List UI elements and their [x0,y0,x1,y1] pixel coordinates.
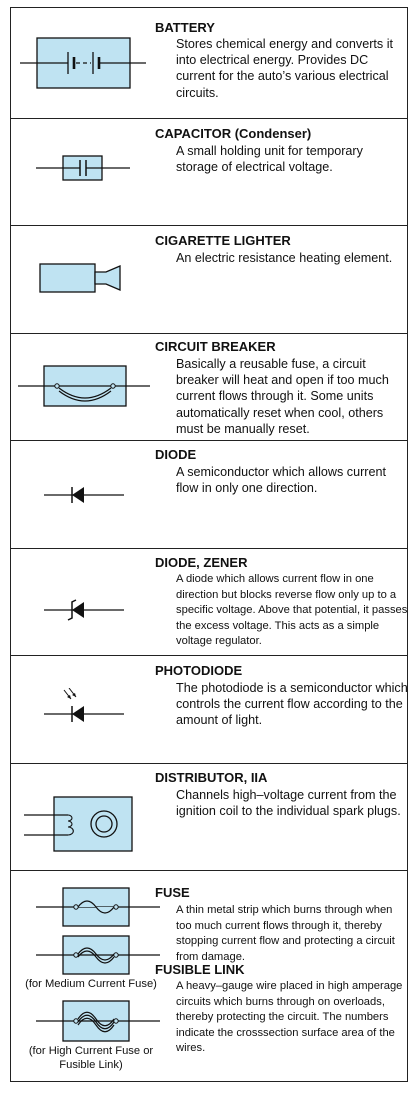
entry-description: A thin metal strip which burns through when too much current flows through it, thereby stopping current flow and protecting a circuit from damage. [176,904,395,963]
entry-description: Channels high–voltage current from the ignition coil to the individual spark plugs. [176,788,401,819]
entry-title: FUSIBLE LINK [155,962,245,977]
cigarette-lighter-symbol [38,262,124,294]
medium-fuse-caption: (for Medium Current Fuse) [25,978,157,990]
zener-diode-symbol [44,598,126,622]
entry-title: PHOTODIODE [155,663,243,678]
row-divider [10,763,408,764]
photodiode-symbol [44,688,126,728]
entry-description: The photodiode is a semiconductor which controls the current flow according to the amount of light. [176,681,408,728]
row-divider [10,118,408,119]
row-divider [10,333,408,334]
entry-description: Basically a reusable fuse, a circuit breaker will heat and open if too much current flows through it. Some units automatically reset when cool, others must be manually reset. [176,357,389,436]
circuit-breaker-symbol [18,364,152,408]
fuse-symbol [36,886,162,928]
entry-title: DIODE, ZENER [155,555,248,570]
entry-title: FUSE [155,885,190,900]
high-fuse-caption: (for High Current Fuse or Fusible Link) [28,1045,154,1071]
row-divider [10,225,408,226]
entry-title: DISTRIBUTOR, IIA [155,770,268,785]
medium-fuse-symbol [36,934,162,976]
entry-description: An electric resistance heating element. [176,251,393,265]
entry-title: BATTERY [155,20,215,35]
row-divider [10,440,408,441]
distributor-symbol [24,795,134,853]
row-divider [10,655,408,656]
entry-title: CIGARETTE LIGHTER [155,233,291,248]
entry-description: A heavy–gauge wire placed in high amperage circuits which burns through on overloads, thereby protecting the circuit. The numbers indicate the crosssection surface area of the wires. [176,980,403,1054]
capacitor-symbol [36,152,132,184]
entry-description: A semiconductor which allows current flow in only one direction. [176,465,386,496]
fusible-link-symbol [36,999,162,1043]
entry-title: CIRCUIT BREAKER [155,339,276,354]
row-divider [10,548,408,549]
diode-symbol [44,484,126,506]
entry-description: Stores chemical energy and converts it into electrical energy. Provides DC current for the auto’s various electrical circuits. [176,37,393,100]
entry-description: A diode which allows current flow in one direction but blocks reverse flow only up to a specific voltage. Above that potential, it passes the excess voltage. This acts as a simple voltage regulator. [176,573,408,647]
entry-description: A small holding unit for temporary storage of electrical voltage. [176,144,363,175]
battery-symbol [20,36,150,90]
entry-title: DIODE [155,447,197,462]
entry-title: CAPACITOR (Condenser) [155,126,312,141]
row-divider [10,870,408,871]
